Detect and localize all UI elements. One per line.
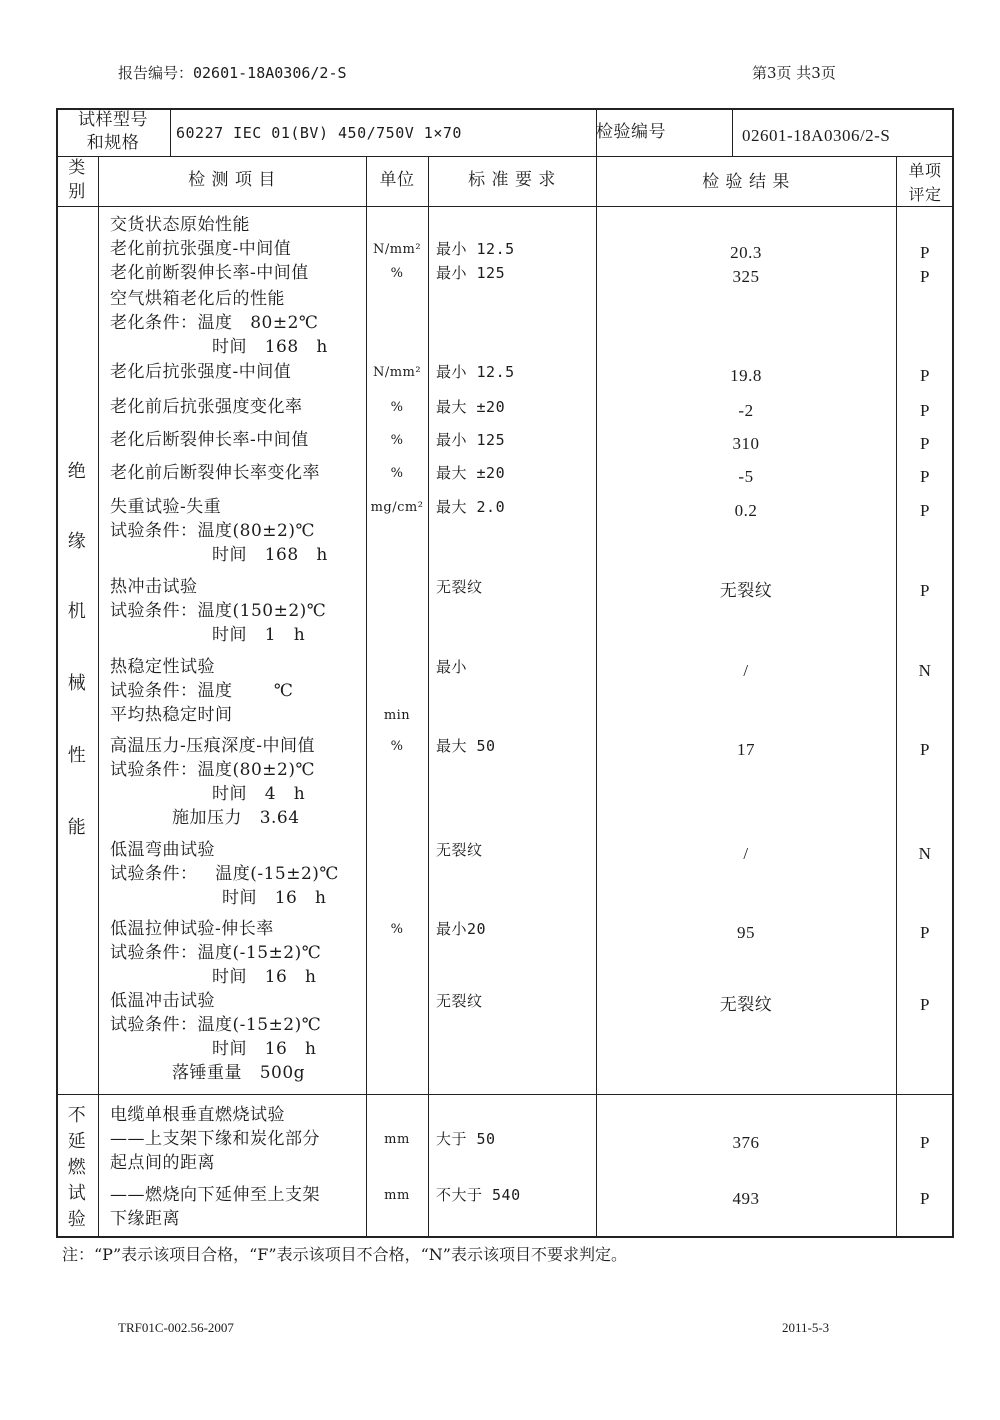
judgement-cell: P [920,923,930,942]
judgement-cell: P [920,501,930,520]
test-item-label: 时间 16 h [212,967,317,987]
legend-note: 注：“P”表示该项目合格，“F”表示该项目不合格，“N”表示该项目不要求判定。 [62,1245,627,1264]
unit-cell: N/mm² [372,365,422,380]
test-item-label: 老化后断裂伸长率-中间值 [110,430,309,450]
test-item-label: 交货状态原始性能 [110,215,250,235]
form-number: TRF01C-002.56-2007 [118,1320,234,1335]
judgement-cell: P [920,1133,930,1152]
category-char: 缘 [67,531,87,552]
standard-header: 标 准 要 求 [468,170,556,190]
test-item-label: 试验条件：温度(150±2)℃ [110,601,327,621]
judgement-cell: P [920,467,930,486]
col-divider [366,156,367,1238]
test-item-label: 老化前后断裂伸长率变化率 [110,463,320,483]
test-item-label: 时间 16 h [222,888,327,908]
test-item-label: 老化前抗张强度-中间值 [110,239,292,259]
inspection-number-value: 02601-18A0306/2-S [742,126,891,145]
result-cell: / [743,844,749,863]
category-char: 绝 [67,461,87,482]
test-item-label: 空气烘箱老化后的性能 [110,289,285,309]
test-item-label: 老化前后抗张强度变化率 [110,397,303,417]
col-divider [896,156,897,1238]
test-item-label: 试验条件：温度(-15±2)℃ [110,1015,322,1035]
result-cell: 17 [737,740,755,759]
judgement-cell: P [920,1189,930,1208]
test-item-label: 试验条件：温度 ℃ [110,681,294,701]
test-item-label: 失重试验-失重 [110,497,222,517]
category-char: 械 [67,673,87,694]
page-indicator: 第3页 共3页 [752,64,836,82]
unit-cell: % [390,466,404,481]
test-item-label: 时间 1 h [212,625,306,645]
test-item-label: ——燃烧向下延伸至上支架 [110,1185,320,1205]
unit-cell: % [390,266,404,281]
unit-cell: N/mm² [372,242,422,257]
unit-cell: % [390,400,404,415]
col-divider [732,108,733,156]
test-item-label: 低温弯曲试验 [110,840,215,860]
result-cell: 310 [732,434,760,453]
unit-cell: % [390,922,404,937]
category-char: 试 [67,1183,87,1204]
unit-header: 单位 [379,170,415,190]
judge-header: 评定 [908,185,942,204]
result-cell: 无裂纹 [719,581,773,600]
unit-cell: mg/cm² [370,500,424,515]
judge-header: 单项 [908,161,942,180]
category-char: 不 [67,1105,87,1126]
standard-cell: 最小 125 [436,264,506,282]
category-char: 机 [67,601,87,622]
model-label: 和规格 [86,133,140,153]
col-divider [170,108,171,156]
report-number: 报告编号：02601-18A0306/2-S [118,64,347,82]
result-cell: / [743,661,749,680]
category-char: 能 [67,817,87,838]
category-char: 验 [67,1209,87,1230]
standard-cell: 最大 2.0 [436,498,506,516]
test-item-label: 平均热稳定时间 [110,705,233,725]
judgement-cell: P [920,366,930,385]
standard-cell: 最大 50 [436,737,496,755]
result-cell: 95 [737,923,755,942]
category-header: 类 [68,158,86,178]
col-divider [428,156,429,1238]
test-item-label: 低温拉伸试验-伸长率 [110,919,274,939]
test-item-label: 热冲击试验 [110,577,198,597]
judgement-cell: N [918,844,932,863]
result-cell: 325 [732,267,760,286]
standard-cell: 不大于 540 [436,1186,521,1204]
standard-cell: 无裂纹 [436,841,483,859]
standard-cell: 无裂纹 [436,992,483,1010]
test-item-label: 试验条件：温度(80±2)℃ [110,521,315,541]
row-divider [56,206,954,207]
test-item-label: 试验条件：温度(-15±2)℃ [110,943,322,963]
judgement-cell: P [920,267,930,286]
test-item-label: 试验条件：温度(80±2)℃ [110,760,315,780]
judgement-cell: P [920,740,930,759]
unit-cell: min [383,708,411,723]
col-divider [596,156,597,1238]
test-item-label: ——上支架下缘和炭化部分 [110,1129,320,1149]
inspection-number-label: 检验编号 [596,122,666,142]
category-header: 别 [68,182,86,202]
unit-cell: mm [384,1132,410,1147]
judgement-cell: P [920,401,930,420]
unit-cell: % [390,739,404,754]
result-cell: 493 [732,1189,760,1208]
result-header: 检 验 结 果 [702,172,790,192]
model-value: 60227 IEC 01(BV) 450/750V 1×70 [176,124,462,142]
col-divider [98,156,99,1238]
test-item-label: 施加压力 3.64 [172,808,300,828]
test-item-label: 时间 168 h [212,337,328,357]
test-item-label: 电缆单根垂直燃烧试验 [110,1105,285,1125]
item-header: 检 测 项 目 [188,170,276,190]
result-cell: 无裂纹 [719,995,773,1014]
judgement-cell: P [920,434,930,453]
test-item-label: 高温压力-压痕深度-中间值 [110,736,315,756]
standard-cell: 无裂纹 [436,578,483,596]
test-item-label: 低温冲击试验 [110,991,215,1011]
unit-cell: mm [384,1188,410,1203]
test-item-label: 时间 16 h [212,1039,317,1059]
test-item-label: 老化条件：温度 80±2℃ [110,313,319,333]
test-item-label: 时间 4 h [212,784,306,804]
result-cell: 0.2 [734,501,758,520]
standard-cell: 最大 ±20 [436,464,506,482]
row-divider [56,156,954,157]
standard-cell: 最小 12.5 [436,363,515,381]
category-char: 性 [67,745,87,766]
judgement-cell: P [920,581,930,600]
test-item-label: 老化后抗张强度-中间值 [110,362,292,382]
test-item-label: 下缘距离 [110,1209,180,1229]
judgement-cell: N [918,661,932,680]
test-item-label: 试验条件： 温度(-15±2)℃ [110,864,339,884]
result-cell: -5 [738,467,754,486]
judgement-cell: P [920,995,930,1014]
unit-cell: % [390,433,404,448]
test-item-label: 时间 168 h [212,545,328,565]
standard-cell: 最小 12.5 [436,240,515,258]
result-cell: 19.8 [730,366,762,385]
section-divider [56,1094,954,1095]
result-cell: -2 [738,401,754,420]
standard-cell: 最小 125 [436,431,506,449]
standard-cell: 大于 50 [436,1130,496,1148]
form-date: 2011-5-3 [782,1320,830,1335]
judgement-cell: P [920,243,930,262]
result-cell: 20.3 [730,243,762,262]
model-label: 试样型号 [78,110,148,130]
test-item-label: 落锤重量 500g [172,1063,306,1083]
category-char: 延 [67,1131,87,1152]
standard-cell: 最小20 [436,920,487,938]
test-item-label: 热稳定性试验 [110,657,215,677]
test-item-label: 起点间的距离 [110,1153,215,1173]
standard-cell: 最大 ±20 [436,398,506,416]
standard-cell: 最小 [436,658,468,676]
test-item-label: 老化前断裂伸长率-中间值 [110,263,309,283]
result-cell: 376 [732,1133,760,1152]
category-char: 燃 [67,1157,87,1178]
